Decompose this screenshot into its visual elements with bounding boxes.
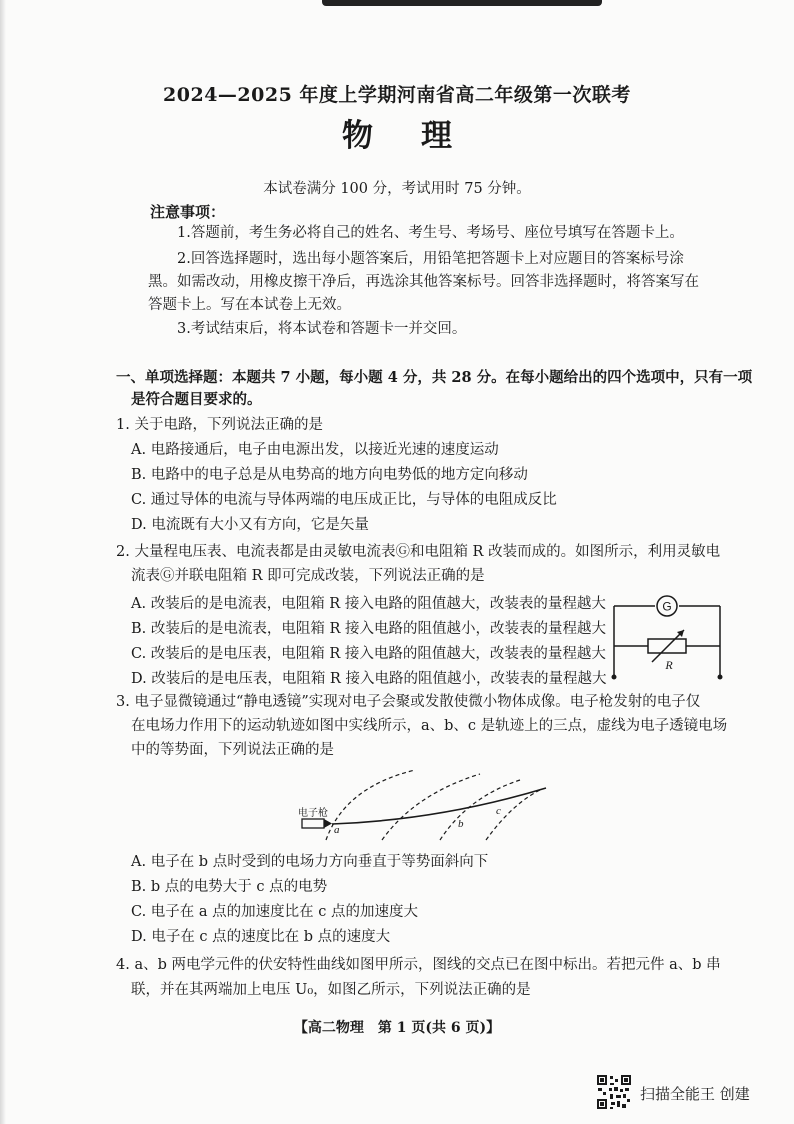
q3-option-b: B. b 点的电势大于 c 点的电势 (131, 879, 328, 895)
page-footer: 【高二物理 第 1 页(共 6 页)】 (293, 1020, 501, 1036)
notice-heading: 注意事项： (150, 203, 226, 221)
notice-line: 1.答题前，考生务必将自己的姓名、考生号、考场号、座位号填写在答题卡上。 (177, 225, 684, 241)
resistor-label: R (665, 658, 673, 672)
electron-trajectory (332, 788, 546, 824)
question-1-stem: 1. 关于电路，下列说法正确的是 (116, 417, 323, 433)
q1-option-a: A. 电路接通后，电子由电源出发，以接近光速的速度运动 (131, 442, 499, 458)
scanner-watermark: 扫描全能王 创建 (640, 1085, 750, 1103)
q2-option-c: C. 改装后的是电压表，电阻箱 R 接入电路的阻值越大，改装表的量程越大 (131, 646, 606, 662)
electron-gun-tip (324, 819, 332, 828)
question-4-stem-cont: 联，并在其两端加上电压 U₀，如图乙所示，下列说法正确的是 (131, 982, 531, 998)
electron-gun-label: 电子枪 (298, 808, 328, 819)
q3-option-d: D. 电子在 c 点的速度比在 b 点的速度大 (131, 929, 391, 945)
terminal-right (718, 675, 723, 680)
notice-line: 2.回答选择题时，选出每小题答案后，用铅笔把答题卡上对应题目的答案标号涂 (177, 251, 684, 267)
notice-line: 黑。如需改动，用橡皮擦干净后，再选涂其他答案标号。回答非选择题时，将答案写在 (148, 274, 699, 290)
q1-option-c: C. 通过导体的电流与导体两端的电压成正比，与导体的电阻成反比 (131, 492, 557, 508)
scan-edge-shadow (0, 0, 6, 1124)
section-heading: 一、单项选择题：本题共 7 小题，每小题 4 分，共 28 分。在每小题给出的四个选项中，只有一项 (116, 369, 753, 386)
exam-title: 2024—2025 年度上学期河南省高二年级第一次联考 (163, 84, 631, 106)
question-2-stem-cont: 流表Ⓖ并联电阻箱 R 即可完成改装，下列说法正确的是 (131, 568, 485, 584)
notice-line: 3.考试结束后，将本试卷和答题卡一并交回。 (177, 321, 467, 337)
subject-title: 物理 (342, 118, 500, 154)
q2-option-d: D. 改装后的是电压表，电阻箱 R 接入电路的阻值越小，改装表的量程越大 (131, 671, 607, 687)
equipotential-lines (326, 770, 540, 840)
q2-option-b: B. 改装后的是电流表，电阻箱 R 接入电路的阻值越小，改装表的量程越大 (131, 621, 607, 637)
point-a-label: a (334, 824, 340, 836)
question-3-stem: 3. 电子显微镜通过“静电透镜”实现对电子会聚或发散使微小物体成像。电子枪发射的电子仅 (116, 694, 701, 710)
exam-meta: 本试卷满分 100 分，考试用时 75 分钟。 (263, 181, 531, 197)
q1-option-b: B. 电路中的电子总是从电势高的地方向电势低的地方定向移动 (131, 467, 528, 483)
question-2-stem: 2. 大量程电压表、电流表都是由灵敏电流表Ⓖ和电阻箱 R 改装而成的。如图所示，利用灵敏电 (116, 544, 721, 560)
galvanometer-label: G (662, 599, 672, 614)
question-3-stem-cont: 中的等势面，下列说法正确的是 (131, 742, 334, 758)
electron-gun-symbol (302, 819, 324, 828)
section-heading-cont: 是符合题目要求的。 (131, 391, 262, 408)
point-c-label: c (496, 805, 501, 817)
q3-electron-lens-figure (290, 762, 560, 842)
q2-option-a: A. 改装后的是电流表，电阻箱 R 接入电路的阻值越大，改装表的量程越大 (131, 596, 606, 612)
q3-option-a: A. 电子在 b 点时受到的电场力方向垂直于等势面斜向下 (131, 854, 489, 870)
notice-line: 答题卡上。写在本试卷上无效。 (148, 297, 351, 313)
terminal-left (612, 675, 617, 680)
point-b-label: b (458, 818, 464, 830)
question-4-stem: 4. a、b 两电学元件的伏安特性曲线如图甲所示，图线的交点已在图中标出。若把元件 a、b 串 (116, 957, 721, 973)
q1-option-d: D. 电流既有大小又有方向，它是矢量 (131, 517, 369, 533)
q3-option-c: C. 电子在 a 点的加速度比在 c 点的加速度大 (131, 904, 418, 920)
scan-top-mark (322, 0, 602, 6)
qr-code-icon (596, 1074, 632, 1110)
question-3-stem-cont: 在电场力作用下的运动轨迹如图中实线所示，a、b、c 是轨迹上的三点，虚线为电子透镜电场 (131, 718, 728, 734)
q2-circuit-figure (608, 594, 728, 686)
